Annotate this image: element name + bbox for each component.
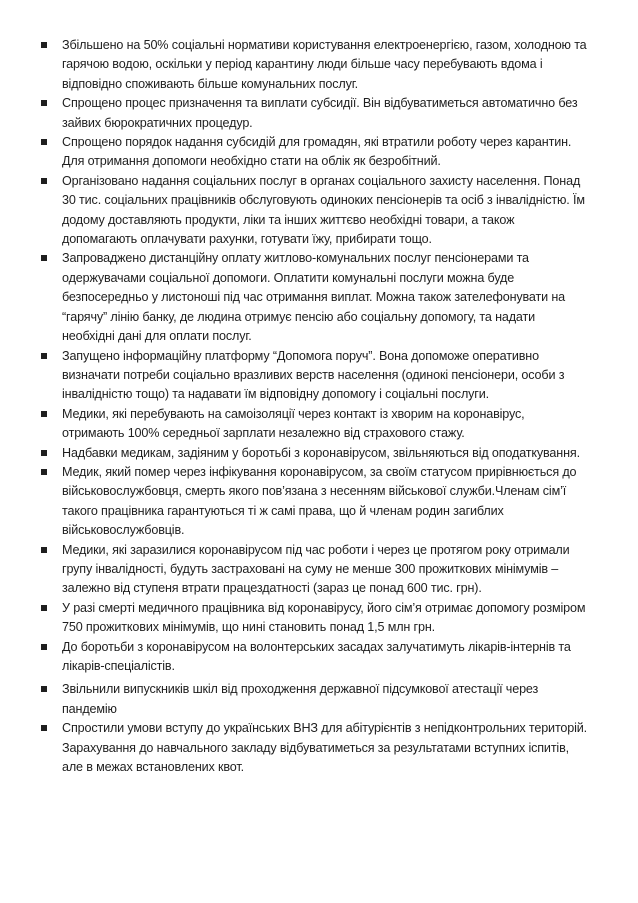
list-item <box>40 36 590 94</box>
list-item-text: Медики, які перебувають на самоізоляції через контакт із хворим на коронавірус, отримають 100% середньої зарплати незалежно від страхового стажу. <box>62 406 525 441</box>
square-bullet-icon <box>41 139 47 145</box>
list-item <box>40 347 590 405</box>
list-item-text: До боротьби з коронавірусом на волонтерських засадах залучатимуть лікарів-інтернів та лікарів-спеціалістів. <box>62 639 571 673</box>
square-bullet-icon <box>41 644 47 650</box>
list-item-text: Спрощено процес призначення та виплати субсидії. Він відбуватиметься автоматично без зайвих бюрократичних процедур. <box>62 96 578 130</box>
list-item <box>40 599 590 638</box>
list-item <box>40 638 590 677</box>
list-item-text: Медики, які заразилися коронавірусом під час роботи і через це протягом року отримали групу інвалідності, будуть застраховані на суму не менше 300 прожиткових мінімумів – залежно від ступеня втрати працездатності (зараз це понад 600 тис. грн). <box>62 542 570 596</box>
square-bullet-icon <box>41 42 47 48</box>
list-item <box>40 405 590 444</box>
bullet-list <box>40 36 590 777</box>
list-item-text: Збільшено на 50% соціальні нормативи користування електроенергією, газом, холодною та гарячою водою, оскільки у період карантину люди більше часу перебувають вдома і відповідно споживають більше комунальних послуг. <box>62 38 587 91</box>
list-item-text: Медик, який помер через інфікування коронавірусом, за своїм статусом прирівнюється до військовослужбовця, смерть якого пов’язана з несенням військової служби.Членам сім’ї такого працівника гарантуються ті ж самі права, що й членам родин загиблих військовослужбовців. <box>62 464 577 538</box>
list-item-text: Спрощено порядок надання субсидій для громадян, які втратили роботу через карантин. Для отримання допомоги необхідно стати на облік як безробітний. <box>62 135 572 169</box>
list-item <box>40 541 590 599</box>
square-bullet-icon <box>41 547 47 553</box>
square-bullet-icon <box>41 411 47 417</box>
square-bullet-icon <box>41 469 47 475</box>
square-bullet-icon <box>41 100 47 106</box>
square-bullet-icon <box>41 255 47 261</box>
list-item-text: Запроваджено дистанційну оплату житлово-комунальних послуг пенсіонерами та одержувачами соціальної допомоги. Оплатити комунальні послуги можна буде безпосередньо у листоноші під час отримання виплат. Можна також зателефонувати на “гарячу” лінію банку, де людина отримує пенсію або соціальну допомогу, та надати необхідні дані для оплати послуг. <box>62 251 566 344</box>
list-item <box>40 94 590 133</box>
list-item-text: Спростили умови вступу до українських ВНЗ для абітурієнтів з непідконтрольних територій. Зарахування до навчального закладу відбуватиметься за результатами вступних іспитів, але в межах встановлених квот. <box>62 721 588 775</box>
list-item <box>40 680 590 719</box>
list-item <box>40 719 590 777</box>
square-bullet-icon <box>41 605 47 611</box>
list-item <box>40 249 590 346</box>
list-item-text: Звільнили випускників шкіл від проходження державної підсумкової атестації через пандемію <box>62 682 539 716</box>
square-bullet-icon <box>41 725 47 731</box>
list-item <box>40 133 590 172</box>
list-item <box>40 172 590 250</box>
square-bullet-icon <box>41 450 47 456</box>
list-item-text: Надбавки медикам, задіяним у боротьбі з коронавірусом, звільняються від оподаткування. <box>62 445 580 460</box>
list-item-text: У разі смерті медичного працівника від коронавірусу, його сім’я отримає допомогу розміром 750 прожиткових мінімумів, що нині становить понад 1,5 млн грн. <box>62 600 586 635</box>
square-bullet-icon <box>41 353 47 359</box>
list-item-text: Запущено інформаційну платформу “Допомога поруч”. Вона допоможе оперативно визначати потреби соціально вразливих верств населення (одинокі пенсіонери, особи з інвалідністю тощо) та надавати їм відповідну допомогу і соціальні послуги. <box>62 348 565 402</box>
square-bullet-icon <box>41 686 47 692</box>
square-bullet-icon <box>41 178 47 184</box>
list-item <box>40 444 590 463</box>
list-item-text: Організовано надання соціальних послуг в органах соціального захисту населення. Понад 30 тис. соціальних працівників обслуговують одиноких пенсіонерів та осіб з інвалідністю. Їм додому доставляють продукти, ліки та інших життєво необхідні товари, а також допомагають оплачувати рахунки, готувати їжу, прибирати тощо. <box>62 173 585 247</box>
list-item <box>40 463 590 541</box>
